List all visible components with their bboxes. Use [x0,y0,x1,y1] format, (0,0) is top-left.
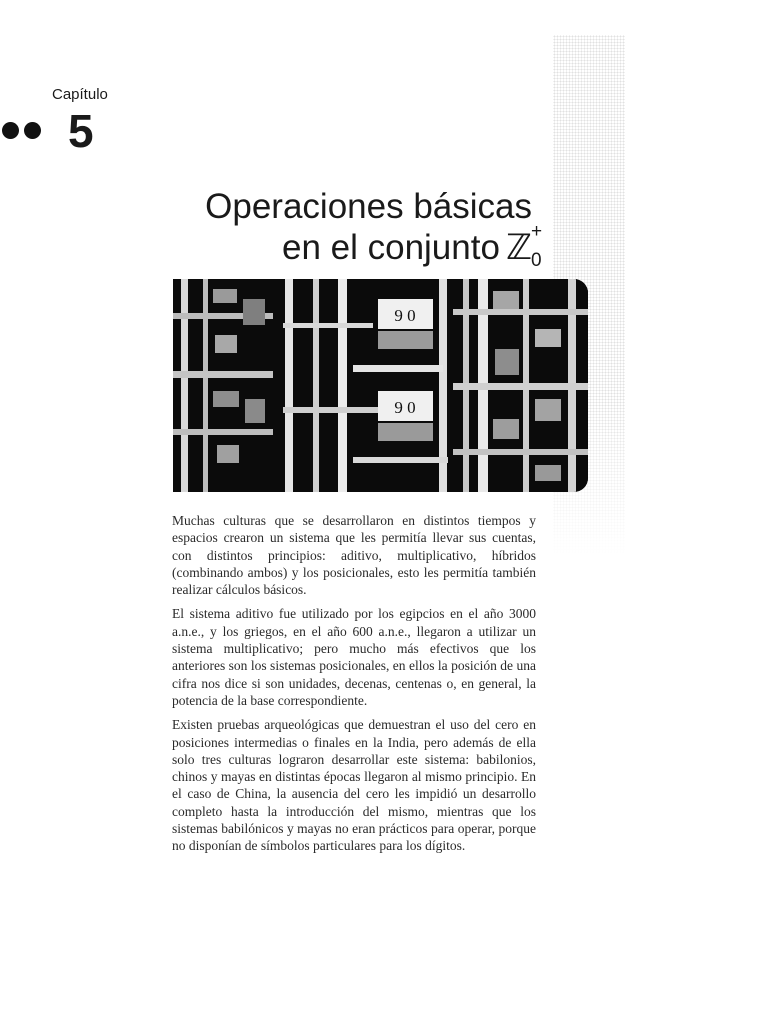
integer-set-symbol [505,221,543,271]
bullet-dot [2,122,19,139]
chapter-number: 5 [68,105,94,157]
paragraph-1: Muchas culturas que se desarrollaron en distintos tiempos y espacios crearon un sistema que les permitía llevar sus cuentas, con distintos principios: aditivo, multiplicativo, híbridos (combinando ambos) y los posicionales, esto les permitía también realizar cálculos básicos. [172,513,536,598]
dial-digits-bottom: 9 0 [394,398,416,417]
chapter-label: Capítulo [52,86,108,103]
bullet-dot [24,122,41,139]
chapter-title [205,186,543,271]
mechanical-calculator-photo [173,279,588,492]
chapter-dots [2,122,46,144]
title-line-2: en el conjunto [281,228,500,267]
paragraph-3: Existen pruebas arqueológicas que demuestran el uso del cero en posiciones intermedias o finales en la India, pero además de ella solo tres culturas lograron desarrollar este sistema: babilonios, chinos y mayas en distintas épocas llegaron al mismo principio. En el caso de China, la ausencia del cero les impidió un desarrollo completo hasta la introducción del mismo, mientras que los sistemas babilónicos y mayas no eran prácticos para operar, porque no disponían de símbolos particulares para los dígitos. [172,717,536,854]
title-line-1: Operaciones básicas [205,187,532,226]
dial-digits-top: 9 0 [394,306,416,325]
set-superscript: + [530,221,543,242]
set-letter: ℤ [505,228,532,267]
set-subscript: 0 [530,250,542,271]
chapter-intro-text [172,512,536,862]
paragraph-2: El sistema aditivo fue utilizado por los egipcios en el año 3000 a.n.e., y los griegos, en el año 600 a.n.e., llegaron a utilizar un sistema multiplicativo; pero mucho más efectivos que los anteriores son los sistemas posicionales, en ellos la posición de una cifra nos dice si son unidades, decenas, centenas o, en general, la potencia de la base correspondiente. [172,606,536,708]
